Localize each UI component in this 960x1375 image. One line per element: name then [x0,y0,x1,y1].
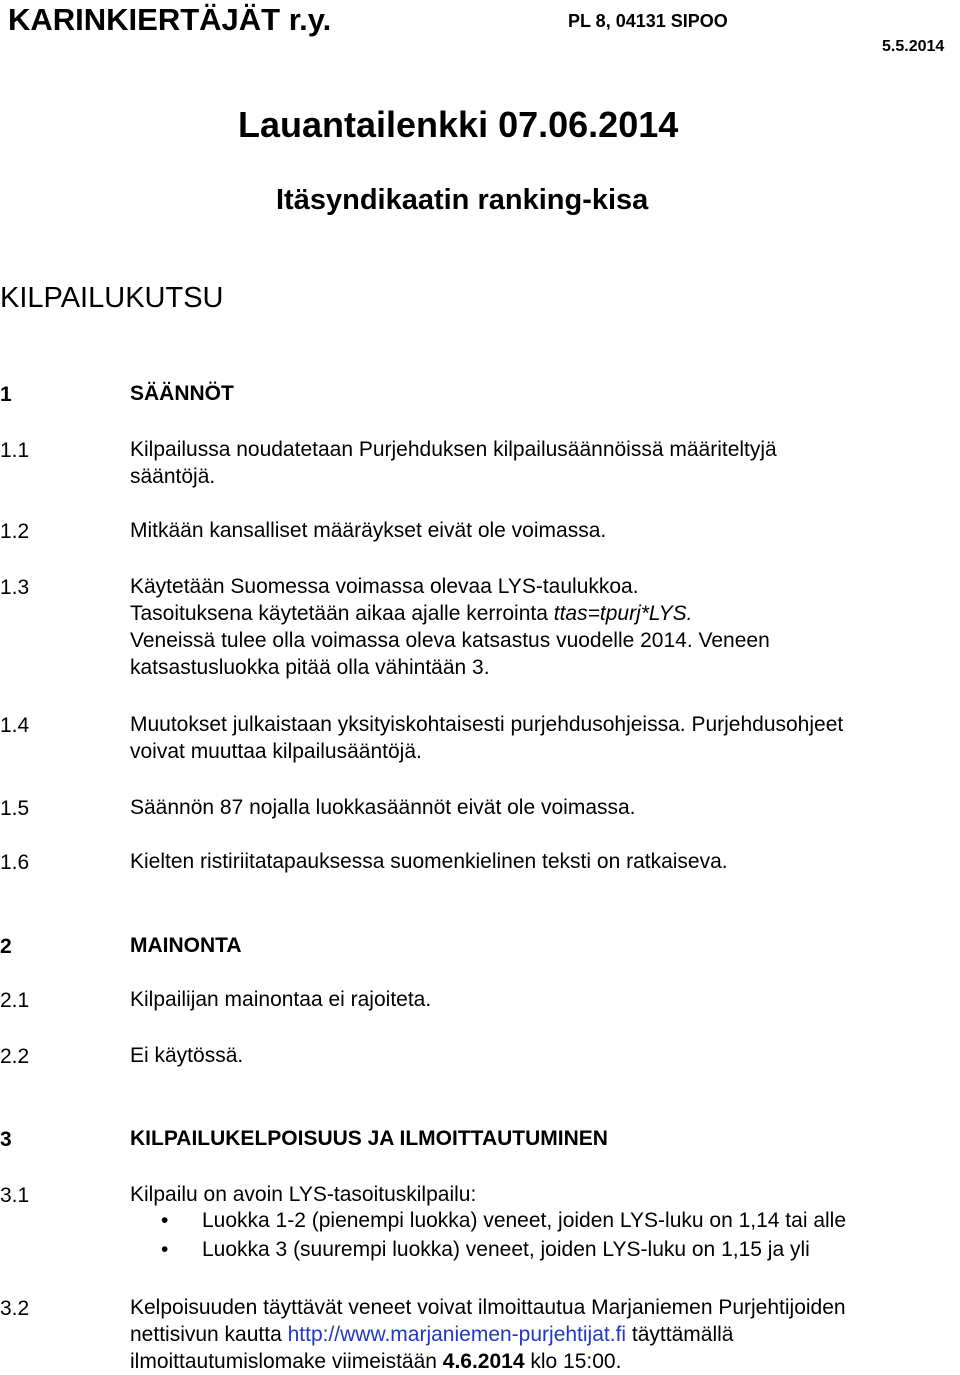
section-2-heading: MAINONTA [130,934,242,957]
section-1-heading: SÄÄNNÖT [130,382,234,405]
page-title: Lauantailenkki 07.06.2014 [238,104,679,145]
rule-1-3-line-3: Veneissä tulee olla voimassa oleva katsastus vuodelle 2014. Veneen [130,629,770,652]
rule-1-3-line-2-text: Tasoituksena käytetään aikaa ajalle kerrointa [130,602,554,625]
bullet-icon: • [161,1209,169,1232]
rule-1-3-text [130,573,770,681]
bullet-item-class-1-2: Luokka 1-2 (pienempi luokka) veneet, joiden LYS-luku on 1,14 tai alle [202,1209,847,1232]
rule-1-4-line-1: Muutokset julkaistaan yksityiskohtaisesti purjehdusohjeissa. Purjehdusohjeet [130,713,844,736]
page-subtitle: Itäsyndikaatin ranking-kisa [276,184,649,216]
section-2-number: 2 [0,935,12,958]
handicap-formula: ttas=tpurj*LYS. [553,602,693,625]
bullet-icon: • [161,1238,169,1261]
registration-link[interactable]: http://www.marjaniemen-purjehtijat.fi [287,1323,627,1346]
organization-address: PL 8, 04131 SIPOO [568,11,728,31]
rule-1-1-text [130,436,777,490]
document-date: 5.5.2014 [882,38,945,55]
rule-3-2-line-3-end: klo 15:00. [524,1350,622,1373]
registration-deadline-date: 4.6.2014 [442,1350,525,1373]
rule-3-2-line-2-end: täyttämällä [626,1323,734,1346]
rule-1-1-line-2: sääntöjä. [130,465,216,488]
rule-1-6-number: 1.6 [0,851,30,874]
rule-1-1-number: 1.1 [0,439,30,462]
rule-3-2-line-3-text: ilmoittautumislomake viimeistään [130,1350,443,1373]
rule-1-5-number: 1.5 [0,797,30,820]
rule-1-4-line-2: voivat muuttaa kilpailusääntöjä. [130,740,422,763]
rule-2-1-text: Kilpailijan mainontaa ei rajoiteta. [130,988,432,1011]
section-1-number: 1 [0,383,12,406]
rule-1-3-line-2 [130,600,770,627]
rule-2-2-number: 2.2 [0,1045,30,1068]
rule-3-2-line-2 [130,1321,846,1348]
rule-3-2-text [130,1294,846,1375]
document-type: KILPAILUKUTSU [0,282,224,314]
section-3-heading: KILPAILUKELPOISUUS JA ILMOITTAUTUMINEN [130,1127,608,1150]
rule-1-3-number: 1.3 [0,576,30,599]
bullet-item-class-3: Luokka 3 (suurempi luokka) veneet, joiden LYS-luku on 1,15 ja yli [202,1238,810,1261]
section-3-number: 3 [0,1128,12,1151]
rule-1-5-text: Säännön 87 nojalla luokkasäännöt eivät ole voimassa. [130,796,636,819]
rule-1-2-number: 1.2 [0,520,30,543]
organization-name: KARINKIERTÄJÄT r.y. [8,2,332,37]
rule-2-2-text: Ei käytössä. [130,1044,244,1067]
rule-3-1-text: Kilpailu on avoin LYS-tasoituskilpailu: [130,1183,477,1206]
rule-3-2-line-2-text: nettisivun kautta [130,1323,288,1346]
rule-1-6-text: Kielten ristiriitatapauksessa suomenkielinen teksti on ratkaiseva. [130,850,728,873]
rule-1-4-number: 1.4 [0,714,30,737]
rule-3-1-number: 3.1 [0,1184,30,1207]
rule-2-1-number: 2.1 [0,989,30,1012]
rule-1-4-text [130,711,843,765]
rule-1-3-line-1: Käytetään Suomessa voimassa olevaa LYS-taulukkoa. [130,575,639,598]
rule-3-2-number: 3.2 [0,1297,30,1320]
rule-1-3-line-4: katsastusluokka pitää olla vähintään 3. [130,656,490,679]
rule-3-2-line-1: Kelpoisuuden täyttävät veneet voivat ilmoittautua Marjaniemen Purjehtijoiden [130,1296,846,1319]
rule-3-2-line-3 [130,1348,846,1375]
rule-1-2-text: Mitkään kansalliset määräykset eivät ole voimassa. [130,519,607,542]
rule-1-1-line-1: Kilpailussa noudatetaan Purjehduksen kilpailusäännöissä määriteltyjä [130,438,777,461]
